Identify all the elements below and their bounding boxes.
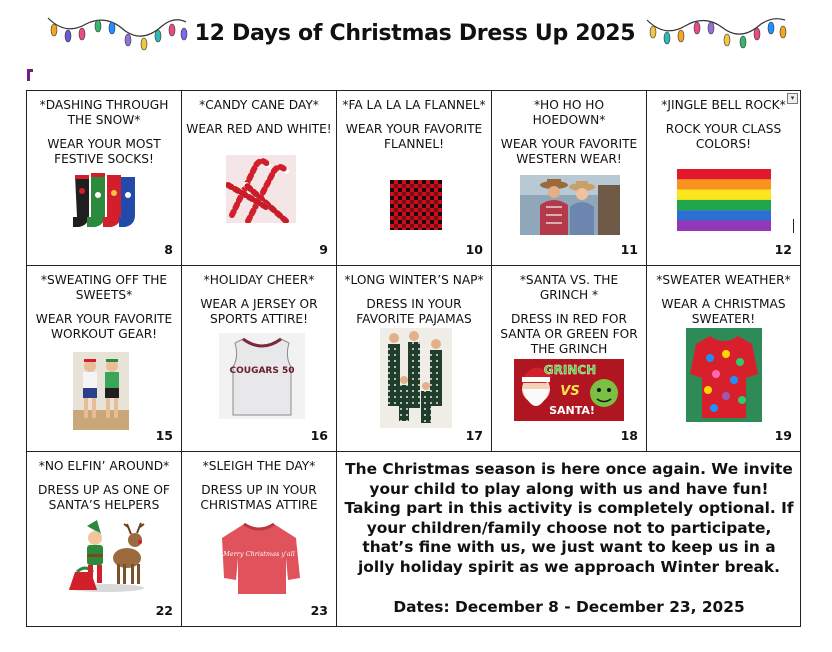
day-theme: *JINGLE BELL ROCK* (661, 98, 786, 112)
info-message: The Christmas season is here once again. We invite your child to play along with us and have fun! Taking part in this activity is completely optional. If your children/family choose not to participate, that’s fine with us, we just want to keep us in a jolly holiday spirit as we approach Winter break. (344, 460, 794, 576)
day-description: WEAR A JERSEY OR SPORTS ATTIRE! (200, 297, 318, 326)
day-cell-23 (182, 452, 337, 626)
day-number: 8 (164, 242, 173, 257)
vs-label: VS (560, 384, 580, 399)
day-theme: *SWEATING OFF THE SWEETS* (40, 273, 168, 302)
day-description: WEAR YOUR FAVORITE WESTERN WEAR! (500, 137, 638, 166)
day-theme: *DASHING THROUGH THE SNOW* (39, 98, 169, 127)
day-cell-22 (27, 452, 182, 626)
day-description: DRESS UP IN YOUR CHRISTMAS ATTIRE (200, 483, 318, 512)
day-description: WEAR RED AND WHITE! (186, 122, 332, 136)
day-number: 15 (155, 428, 173, 443)
red-sweatshirt-image (216, 518, 302, 598)
cell-dropdown-button[interactable]: ▾ (787, 93, 798, 104)
jersey-image (219, 333, 305, 419)
day-cell-19 (647, 266, 800, 452)
info-note (337, 453, 801, 627)
day-number: 17 (465, 428, 483, 443)
day-cell-9 (182, 91, 337, 266)
christmas-sweater-image (686, 328, 762, 422)
day-number: 11 (620, 242, 638, 257)
page-title: 12 Days of Christmas Dress Up 2025 (194, 21, 636, 46)
calendar-grid (26, 90, 801, 627)
sweatshirt-lettering: Merry Christmas y'all (223, 550, 295, 558)
day-theme: *CANDY CANE DAY* (199, 98, 319, 112)
day-theme: *HOLIDAY CHEER* (203, 273, 315, 287)
candy-canes-image (226, 155, 296, 223)
text-caret (793, 219, 794, 233)
rainbow-stripes-image (677, 169, 771, 231)
western-couple-image (520, 175, 620, 235)
day-description: WEAR A CHRISTMAS SWEATER! (661, 297, 786, 326)
elf-reindeer-image (65, 518, 147, 592)
day-number: 9 (319, 242, 328, 257)
day-number: 12 (774, 242, 792, 257)
day-cell-15 (27, 266, 182, 452)
day-description: DRESS IN RED FOR SANTA OR GREEN FOR THE GRINCH (500, 312, 638, 356)
day-number: 23 (310, 603, 328, 618)
grinch-vs-santa-image (514, 359, 624, 421)
day-theme: *LONG WINTER’S NAP* (344, 273, 484, 287)
flannel-pattern-image (390, 180, 442, 230)
day-cell-8 (27, 91, 182, 266)
day-cell-11 (492, 91, 647, 266)
day-description: WEAR YOUR FAVORITE WORKOUT GEAR! (35, 312, 173, 341)
day-number: 18 (620, 428, 638, 443)
day-cell-16 (182, 266, 337, 452)
event-dates: Dates: December 8 - December 23, 2025 (393, 597, 745, 616)
day-description: DRESS UP AS ONE OF SANTA’S HELPERS (38, 483, 170, 512)
workout-kids-image (73, 352, 129, 430)
day-theme: *SWEATER WEATHER* (656, 273, 791, 287)
text-cursor-marker (27, 69, 30, 81)
family-pajamas-image (380, 328, 452, 428)
grinch-label: GRINCH (543, 363, 597, 377)
jersey-lettering: COUGARS 50 (229, 366, 295, 376)
day-theme: *NO ELFIN’ AROUND* (38, 459, 170, 473)
santa-label: SANTA! (549, 404, 595, 417)
day-number: 10 (465, 242, 483, 257)
day-number: 16 (310, 428, 328, 443)
day-cell-17 (337, 266, 492, 452)
day-theme: *HO HO HO HOEDOWN* (532, 98, 606, 127)
day-theme: *FA LA LA LA FLANNEL* (342, 98, 486, 112)
day-cell-12 (647, 91, 800, 266)
day-theme: *SANTA VS. THE GRINCH * (519, 273, 619, 302)
day-number: 19 (774, 428, 792, 443)
day-description: DRESS IN YOUR FAVORITE PAJAMAS (356, 297, 472, 326)
day-theme: *SLEIGH THE DAY* (202, 459, 316, 473)
day-description: WEAR YOUR FAVORITE FLANNEL! (345, 122, 483, 151)
day-description: WEAR YOUR MOST FESTIVE SOCKS! (47, 137, 161, 166)
day-cell-18 (492, 266, 647, 452)
day-description: ROCK YOUR CLASS COLORS! (665, 122, 782, 151)
day-number: 22 (155, 603, 173, 618)
festive-socks-image (71, 171, 139, 237)
day-cell-10 (337, 91, 492, 266)
